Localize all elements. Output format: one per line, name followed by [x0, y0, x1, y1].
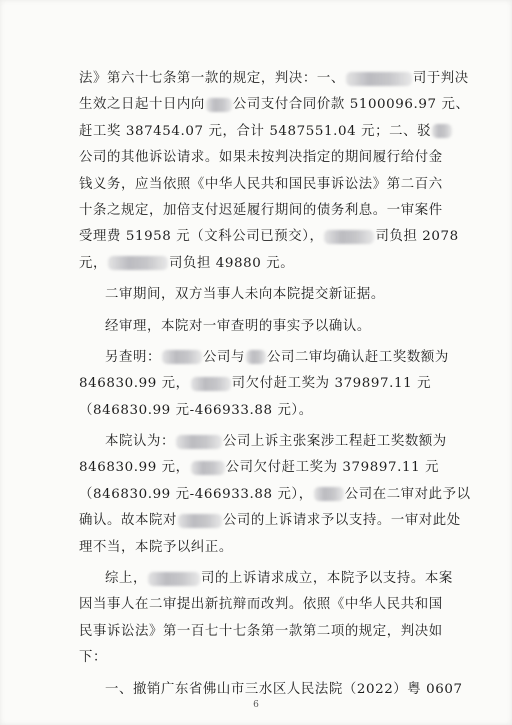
- redaction-blur: [206, 98, 232, 112]
- redaction-blur: [178, 514, 222, 528]
- paragraph-line: 钱义务，应当依照《中华人民共和国民事诉讼法》第二百六: [79, 176, 443, 192]
- paragraph-line: 846830.99 元， 司欠付赶工奖为 379897.11 元: [79, 376, 432, 392]
- paragraph-line: 一、撤销广东省佛山市三水区人民法院（2022）粤 0607: [105, 681, 463, 697]
- redaction-blur: [176, 435, 222, 449]
- judgment-body: [79, 66, 471, 703]
- paragraph-line: 法》第六十七条第一款的规定，判决：一、 司于判决: [79, 71, 469, 86]
- paragraph-line: 元， 司负担 49880 元。: [79, 255, 295, 271]
- redaction-blur: [346, 72, 412, 86]
- paragraph-line: 另查明： 公司与 公司二审均确认赶工奖数额为: [105, 349, 449, 365]
- redaction-blur: [162, 350, 202, 364]
- paragraph-line: 十条之规定，加倍支付迟延履行期间的债务利息。一审案件: [79, 202, 443, 218]
- redaction-blur: [191, 377, 231, 391]
- paragraph-line: （846830.99 元-466933.88 元）， 公司在二审对此予以: [79, 486, 471, 502]
- redaction-blur: [246, 350, 266, 364]
- paragraph-line: 经审理，本院对一审查明的事实予以确认。: [105, 318, 371, 334]
- paragraph-line: 综上， 司的上诉请求成立，本院予以支持。本案: [105, 571, 453, 587]
- paragraph-line: 因当事人在二审提出新抗辩而改判。依照《中华人民共和国: [79, 597, 443, 613]
- paragraph-line: 民事诉讼法》第一百七十七条第一款第二项的规定，判决如: [79, 623, 443, 639]
- redaction-blur: [108, 256, 168, 270]
- paragraph-line: 846830.99 元， 公司欠付赶工奖为 379897.11 元: [79, 460, 440, 476]
- paragraph-line: 受理费 51958 元（文科公司已预交）， 司负担 2078: [79, 229, 459, 245]
- paragraph-line: 理不当，本院予以纠正。: [79, 539, 233, 555]
- paragraph-line: 公司的其他诉讼请求。如果未按判决指定的期间履行给付金: [79, 150, 443, 166]
- redaction-blur: [432, 124, 452, 138]
- redaction-blur: [191, 461, 225, 475]
- paragraph-line: 本院认为： 公司上诉主张案涉工程赶工奖数额为: [105, 434, 447, 450]
- paragraph-line: （846830.99 元-466933.88 元）。: [79, 402, 313, 418]
- paragraph-line: 生效之日起十日内向 公司支付合同价款 5100096.97 元、: [79, 97, 470, 113]
- redaction-blur: [324, 230, 374, 244]
- paragraph-line: 赶工奖 387454.07 元，合计 5487551.04 元；二、驳: [79, 119, 431, 145]
- paragraph-line: 下：: [79, 650, 107, 666]
- redaction-blur: [148, 572, 200, 586]
- paragraph-line: 二审期间，双方当事人未向本院提交新证据。: [105, 287, 385, 303]
- redaction-blur: [314, 487, 344, 501]
- paragraph-line: 确认。故本院对 公司的上诉请求予以支持。一审对此处: [79, 513, 461, 529]
- page-number: 6: [253, 700, 259, 710]
